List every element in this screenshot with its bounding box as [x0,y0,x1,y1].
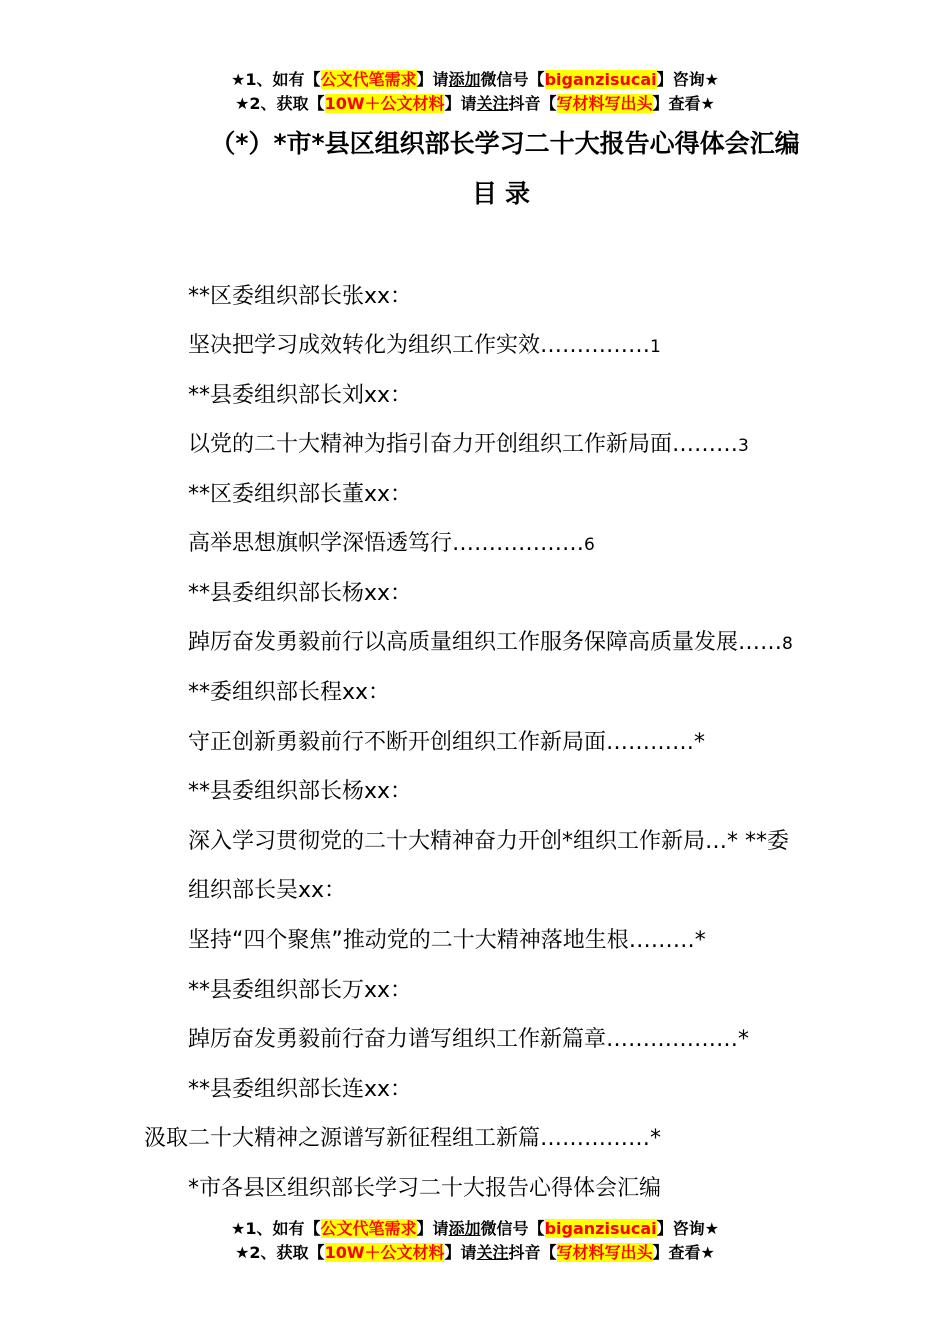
promo-line-2-bottom: ★2、获取【10W＋公文材料】请关注抖音【写材料写出头】查看★ [235,1243,715,1262]
promo-highlight-service: 公文代笔需求 [320,1219,417,1238]
promo-highlight-douyin: 写材料写出头 [556,94,653,113]
toc-line: 高举思想旗帜学深悟透笃行………………6 [188,531,595,556]
toc-line: 守正创新勇毅前行不断开创组织工作新局面…………* [188,730,706,755]
toc-line: **县委组织部长杨xx： [188,581,413,606]
toc-line: 坚持“四个聚焦”推动党的二十大精神落地生根………* [188,928,706,953]
document-title: （*）*市*县区组织部长学习二十大报告心得体会汇编 [210,129,800,158]
toc-heading: 目录 [471,179,538,208]
toc-line: **县委组织部长杨xx： [188,779,413,804]
toc-line: **县委组织部长连xx： [188,1077,413,1102]
promo-highlight-douyin: 写材料写出头 [556,1243,653,1262]
toc-line: **委组织部长程xx： [188,680,391,705]
toc-line: 深入学习贯彻党的二十大精神奋力开创*组织工作新局…* **委 [188,829,789,854]
toc-line: 组织部长吴xx： [188,878,347,903]
toc-line: **县委组织部长刘xx： [188,383,413,408]
promo-highlight-materials: 10W＋公文材料 [324,94,445,113]
promo-line-1-bottom: ★1、如有【公文代笔需求】请添加微信号【biganzisucai】咨询★ [231,1219,719,1238]
toc-line: 以党的二十大精神为指引奋力开创组织工作新局面………3 [188,432,749,457]
promo-highlight-wechat: biganzisucai [544,70,657,89]
promo-line-1-top: ★1、如有【公文代笔需求】请添加微信号【biganzisucai】咨询★ [231,70,719,89]
promo-highlight-service: 公文代笔需求 [320,70,417,89]
promo-highlight-wechat: biganzisucai [544,1219,657,1238]
toc-line: 踔厉奋发勇毅前行以高质量组织工作服务保障高质量发展……8 [188,630,793,655]
toc-line: 坚决把学习成效转化为组织工作实效……………1 [188,333,661,358]
promo-highlight-materials: 10W＋公文材料 [324,1243,445,1262]
toc-line: **区委组织部长董xx： [188,482,413,507]
toc-line: **区委组织部长张xx： [188,284,413,309]
toc-line: 汲取二十大精神之源谱写新征程组工新篇……………* [144,1126,662,1151]
toc-line: *市各县区组织部长学习二十大报告心得体会汇编 [188,1176,662,1201]
toc-line: 踔厉奋发勇毅前行奋力谱写组织工作新篇章………………* [188,1027,750,1052]
toc-line: **县委组织部长万xx： [188,978,413,1003]
promo-line-2-top: ★2、获取【10W＋公文材料】请关注抖音【写材料写出头】查看★ [235,94,715,113]
